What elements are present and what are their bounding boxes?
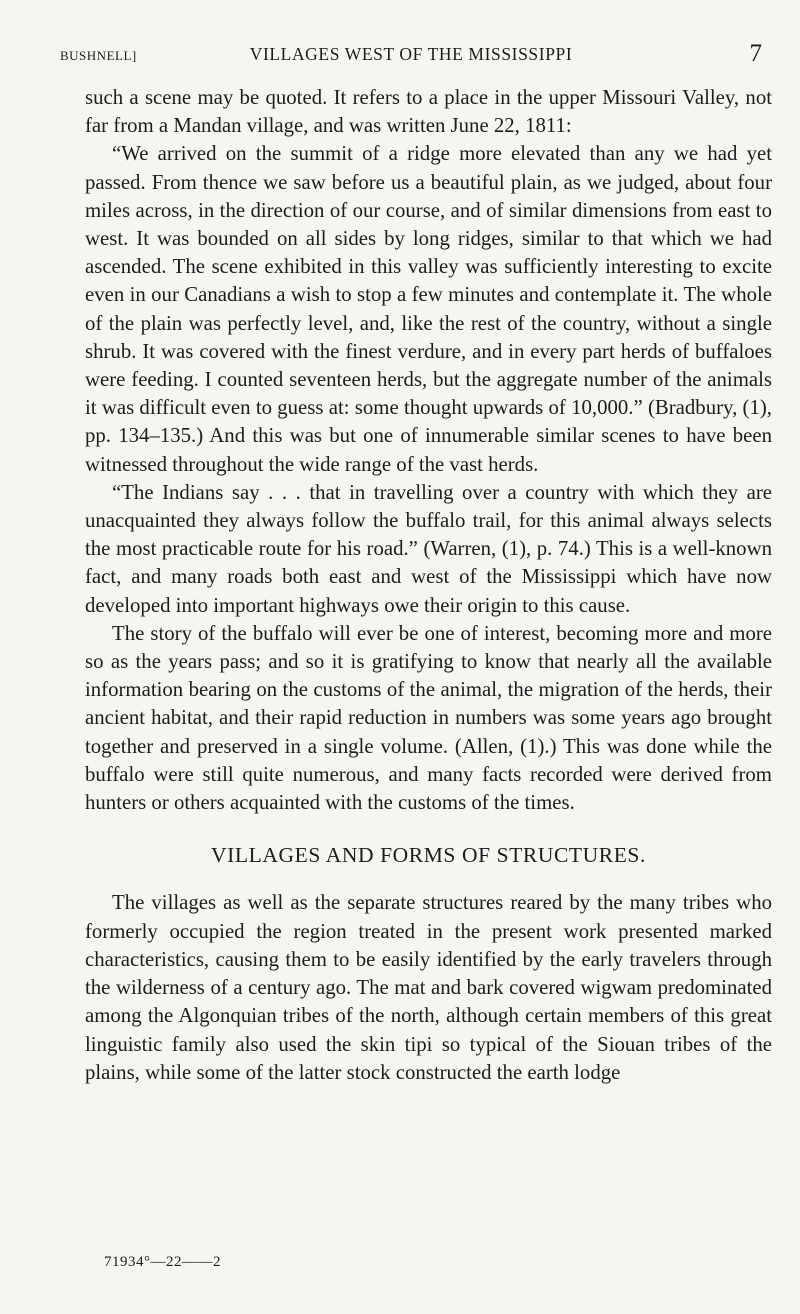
paragraph-bradbury-quote: “We arrived on the summit of a ridge more elevated than any we had yet passed. From thence we saw before us a beautiful plain, as we judged, about four miles across, in the direction of our course, and of similar dimensions from east to west. It was bounded on all sides by long ridges, similar to that which we had ascended. The scene exhibited in this valley was sufficiently interesting to excite even in our Canadians a wish to stop a few minutes and contemplate it. The whole of the plain was perfectly level, and, like the rest of the country, without a single shrub. It was covered with the finest verdure, and in every part herds of buffaloes were feeding. I counted seventeen herds, but the aggregate number of the animals it was difficult even to guess at: some thought upwards of 10,000.” (Bradbury, (1), pp. 134–135.) And this was but one of innumerable similar scenes to have been witnessed throughout the wide range of the vast herds. — [85, 142, 772, 476]
running-head — [60, 42, 762, 76]
author-running-head: BUSHNELL] — [60, 48, 137, 63]
paragraph-buffalo-story: The story of the buffalo will ever be one of interest, becoming more and more so as the years pass; and so it is gratifying to know that nearly all the available information bearing on the customs of the animal, the migration of the herds, their ancient habitat, and their rapid reduction in numbers was some years ago brought together and preserved in a single volume. (Allen, (1).) This was done while the buffalo were still quite numerous, and many facts recorded were derived from hunters or others acquainted with the customs of the times. — [85, 621, 772, 815]
page-number: 7 — [749, 40, 762, 67]
chapter-running-title: VILLAGES WEST OF THE MISSISSIPPI — [249, 44, 573, 64]
paragraph-intro: such a scene may be quoted. It refers to a place in the upper Missouri Valley, not far from a Mandan village, and was written June 22, 1811: — [85, 86, 772, 138]
paragraph-warren-quote: “The Indians say . . . that in travelling over a country with which they are unacquainted they always follow the buffalo trail, for this animal always selects the most practicable route for his road.” (Warren, (1), p. 74.) This is a well-known fact, and many roads both east and west of the Mississippi which have now developed into important highways owe their origin to this cause. — [85, 480, 772, 617]
body-text — [85, 84, 772, 1087]
signature-mark: 71934°—22——2 — [104, 1254, 221, 1270]
paragraph-villages: The villages as well as the separate structures reared by the many tribes who formerly occupied the region treated in the present work presented marked characteristics, causing them to be easily identified by the early travelers through the wilderness of a century ago. The mat and bark covered wigwam predominated among the Algonquian tribes of the north, although certain members of this great linguistic family also used the skin tipi so typical of the Siouan tribes of the plains, while some of the latter stock constructed the earth lodge — [85, 891, 772, 1084]
section-heading: VILLAGES AND FORMS OF STRUCTURES. — [211, 843, 646, 868]
